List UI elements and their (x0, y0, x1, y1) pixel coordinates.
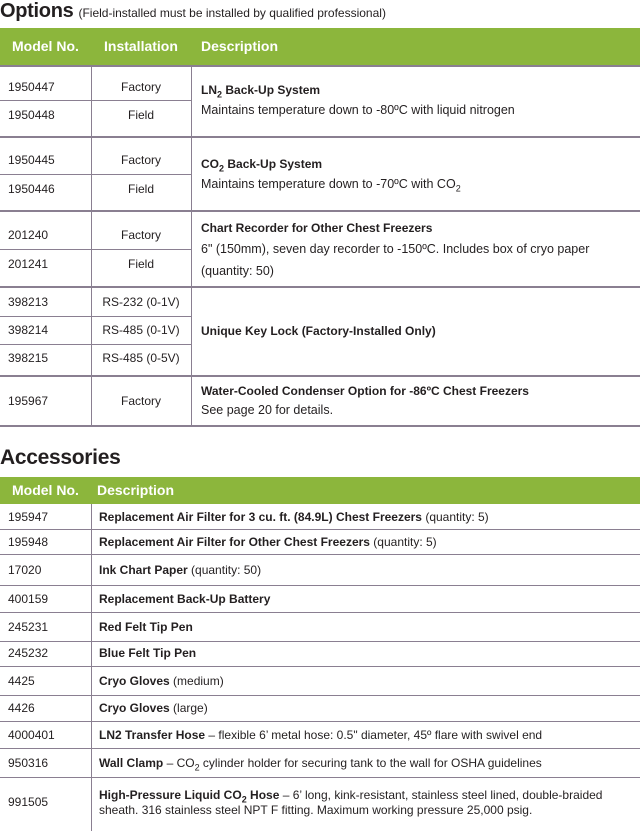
title-text: LN (201, 83, 217, 97)
row-divider (0, 316, 191, 317)
row-divider (0, 174, 191, 175)
option-description (201, 173, 461, 195)
installation-type: RS-485 (0-1V) (102, 323, 180, 337)
accessory-name: Cryo Gloves (99, 701, 170, 715)
row-divider (0, 641, 640, 642)
model-number: 17020 (8, 563, 42, 577)
row-divider (0, 666, 640, 667)
accessory-description (99, 674, 224, 688)
option-description: Maintains temperature down to -80ºC with liquid nitrogen (201, 103, 515, 117)
title-text: Back-Up System (224, 157, 323, 171)
installation-type: RS-232 (0-1V) (102, 295, 180, 309)
column-divider (191, 65, 192, 425)
accessory-detail: – flexible 6’ metal hose: 0.5" diameter, 45º flare with swivel end (205, 728, 543, 742)
row-divider (0, 721, 640, 722)
row-divider (0, 695, 640, 696)
accessory-detail: (large) (169, 701, 208, 715)
title-text: CO (201, 157, 219, 171)
accessory-name: Blue Felt Tip Pen (99, 646, 197, 660)
accessories-heading (0, 446, 120, 474)
title-text: Back-Up System (222, 83, 321, 97)
accessories-title: Accessories (0, 446, 121, 469)
row-divider (0, 65, 640, 67)
accessory-description (99, 563, 261, 577)
model-number: 195947 (8, 510, 49, 524)
model-number: 400159 (8, 592, 49, 606)
model-number: 1950448 (8, 108, 55, 122)
row-divider (0, 210, 640, 212)
accessory-detail: (quantity: 5) (369, 535, 437, 549)
accessory-name: High-Pressure Liquid CO (99, 788, 242, 802)
installation-type: Field (127, 108, 154, 122)
subscript: 2 (241, 794, 247, 805)
accessory-description (99, 788, 603, 805)
accessory-description (99, 592, 270, 606)
model-number: 201241 (8, 257, 49, 271)
model-number: 1950446 (8, 182, 55, 196)
accessory-name: LN2 Transfer Hose (99, 728, 206, 742)
row-divider (0, 286, 640, 288)
accessory-description (99, 535, 437, 549)
row-divider (0, 344, 191, 345)
accessory-detail: – CO (163, 756, 195, 770)
model-number: 991505 (8, 795, 49, 809)
options-col-model: Model No. (12, 38, 79, 54)
installation-type: Factory (120, 153, 161, 167)
options-table-header (0, 28, 640, 65)
accessory-name: Replacement Back-Up Battery (99, 592, 271, 606)
accessory-name: Wall Clamp (99, 756, 164, 770)
row-divider (0, 554, 640, 555)
row-divider (0, 249, 191, 250)
model-number: 195967 (8, 394, 49, 408)
option-title: Chart Recorder for Other Chest Freezers (201, 221, 433, 235)
row-divider (0, 777, 640, 778)
installation-type: RS-485 (0-5V) (102, 351, 180, 365)
model-number: 398214 (8, 323, 49, 337)
accessory-name: Replacement Air Filter for 3 cu. ft. (84.9L) Chest Freezers (99, 510, 422, 524)
row-divider (0, 100, 191, 101)
row-divider (0, 585, 640, 586)
model-number: 4000401 (8, 728, 55, 742)
options-title: Options (0, 0, 74, 22)
accessory-name: Replacement Air Filter for Other Chest Freezers (99, 535, 370, 549)
option-title: Unique Key Lock (Factory-Installed Only) (201, 324, 436, 338)
model-number: 245232 (8, 646, 49, 660)
option-title: Water-Cooled Condenser Option for -86ºC Chest Freezers (201, 384, 529, 398)
accessory-description (99, 701, 208, 715)
subscript: 2 (217, 89, 223, 100)
accessory-description (99, 646, 196, 660)
option-description: 6" (150mm), seven day recorder to -150ºC. Includes box of cryo paper (quantity: 50) (201, 242, 590, 278)
accessory-detail: (quantity: 50) (187, 563, 262, 577)
model-number: 1950447 (8, 80, 55, 94)
subscript: 2 (194, 762, 200, 773)
installation-type: Field (127, 257, 154, 271)
description-text: Maintains temperature down to -70ºC with CO (201, 177, 456, 191)
model-number: 245231 (8, 620, 49, 634)
installation-type: Field (127, 182, 154, 196)
accessory-description-line2: sheath. 316 stainless steel NPT F fitting. Maximum working pressure 25,000 psig. (99, 803, 533, 817)
accessory-name: Hose (246, 788, 280, 802)
accessory-description (99, 620, 193, 634)
accessories-col-model: Model No. (12, 482, 79, 498)
option-title (201, 157, 323, 174)
accessory-description (99, 756, 542, 773)
model-number: 4426 (8, 701, 35, 715)
installation-type: Factory (120, 228, 161, 242)
accessories-table-header (0, 477, 640, 504)
accessory-detail: (medium) (169, 674, 224, 688)
accessory-description (99, 728, 542, 742)
accessory-detail: cylinder holder for securing tank to the wall for OSHA guidelines (199, 756, 542, 770)
model-number: 950316 (8, 756, 49, 770)
installation-type: Factory (120, 80, 161, 94)
accessory-name: Cryo Gloves (99, 674, 170, 688)
model-number: 398213 (8, 295, 49, 309)
model-number: 4425 (8, 674, 35, 688)
subscript: 2 (455, 183, 461, 194)
accessory-description (99, 510, 489, 524)
options-heading (0, 0, 386, 28)
installation-type: Factory (120, 394, 161, 408)
accessory-name: Ink Chart Paper (99, 563, 188, 577)
subscript: 2 (219, 163, 225, 174)
row-divider (0, 136, 640, 138)
row-divider (0, 529, 640, 530)
model-number: 398215 (8, 351, 49, 365)
accessory-detail: (quantity: 5) (421, 510, 489, 524)
row-divider (0, 612, 640, 613)
model-number: 1950445 (8, 153, 55, 167)
row-divider (0, 375, 640, 377)
accessory-name: Red Felt Tip Pen (99, 620, 193, 634)
model-number: 195948 (8, 535, 49, 549)
options-col-installation: Installation (104, 38, 178, 54)
accessory-detail: – 6’ long, kink-resistant, stainless steel lined, double-braided (279, 788, 603, 802)
options-subtitle: (Field-installed must be installed by qualified professional) (78, 6, 386, 20)
option-description: See page 20 for details. (201, 403, 334, 417)
model-number: 201240 (8, 228, 49, 242)
row-divider (0, 748, 640, 749)
row-divider (0, 425, 640, 427)
options-col-description: Description (201, 38, 279, 54)
option-title (201, 83, 321, 100)
accessories-col-description: Description (97, 482, 175, 498)
